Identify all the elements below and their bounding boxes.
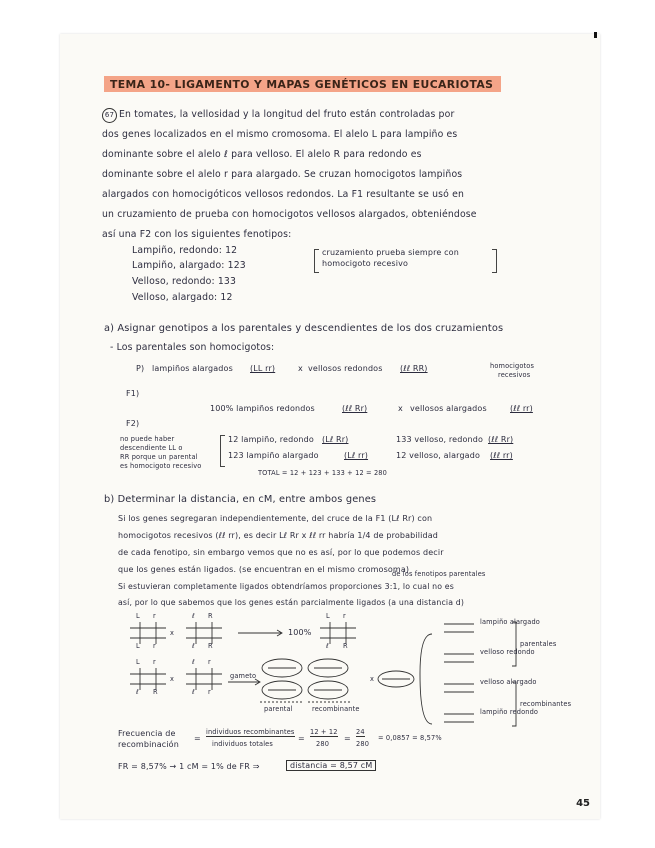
allele-L: L xyxy=(136,642,140,650)
parental-label: parental xyxy=(264,705,293,713)
allele-L: L xyxy=(326,612,330,620)
group-recombinantes: recombinantes xyxy=(520,700,572,708)
p-right: vellosos redondos xyxy=(308,364,383,373)
allele-L: L xyxy=(136,612,140,620)
f2-item-1: 12 lampiño, redondo xyxy=(228,435,314,444)
problem-line-1: 67 En tomates, la vellosidad y la longitud del fruto están controladas por xyxy=(102,108,454,123)
freq-res-den: 280 xyxy=(356,740,370,748)
problem-line-2: dos genes localizados en el mismo cromosoma. El alelo L para lampiño es xyxy=(102,129,458,140)
f1-text: 100% lampiños redondos xyxy=(210,404,315,413)
allele-R: R xyxy=(153,688,158,696)
f1-genotype: (ℓℓ Rr) xyxy=(342,404,368,413)
f1-right-genotype: (ℓℓ rr) xyxy=(510,404,533,413)
legend-1: lampiño alargado xyxy=(480,618,540,626)
allele-r: r xyxy=(153,658,156,666)
f2-item-4: 12 velloso, alargado xyxy=(396,451,480,460)
p-left-genotype: (LL rr) xyxy=(250,364,276,373)
f1-right: vellosos alargados xyxy=(410,404,487,413)
allele-l: ℓ xyxy=(192,688,195,696)
freq-equals-3: = xyxy=(344,734,351,743)
allele-l: ℓ xyxy=(192,612,195,620)
phenotype-2: Lampiño, alargado: 123 xyxy=(132,260,246,271)
part-b-heading: b) Determinar la distancia, en cM, entre ambos genes xyxy=(104,494,377,505)
page-title: TEMA 10- LIGAMENTO Y MAPAS GENÉTICOS EN EUCARIOTAS xyxy=(104,76,501,92)
allele-R: R xyxy=(208,642,213,650)
f2-note-4: es homocigoto recesivo xyxy=(120,462,202,470)
recombinant-label: recombinante xyxy=(312,705,360,713)
freq-denominator: individuos totales xyxy=(212,740,273,748)
fr-line: FR = 8,57% → 1 cM = 1% de FR ⇒ xyxy=(118,762,260,771)
linked-line: Si estuvieran completamente ligados obtendríamos proporciones 3:1, lo cual no es xyxy=(118,582,454,591)
f2-genotype-4: (ℓℓ rr) xyxy=(490,451,513,460)
answer-box: distancia = 8,57 cM xyxy=(286,760,376,771)
allele-r: r xyxy=(153,612,156,620)
homo-note-2: recesivos xyxy=(498,371,531,379)
allele-l: ℓ xyxy=(326,642,329,650)
p-label: P) xyxy=(136,364,145,373)
f2-total: TOTAL = 12 + 123 + 133 + 12 = 280 xyxy=(258,469,387,477)
allele-l: ℓ xyxy=(136,688,139,696)
f1-label: F1) xyxy=(126,389,140,398)
recombinantes-bracket xyxy=(512,682,516,726)
problem-line-5: alargados con homocigóticos vellosos redondos. La F1 resultante se usó en xyxy=(102,189,464,200)
freq-equals-2: = xyxy=(298,734,305,743)
part-b-line-4: que los genes están ligados. (se encuentran en el mismo cromosoma) xyxy=(118,565,410,574)
offspring-bracket xyxy=(420,634,432,724)
freq-label-2: recombinación xyxy=(118,740,179,749)
f2-item-2: 123 lampiño alargado xyxy=(228,451,319,460)
p-cross-symbol: x xyxy=(298,364,303,373)
phenotype-4: Velloso, alargado: 12 xyxy=(132,292,233,303)
legend-4: lampiño redondo xyxy=(480,708,539,716)
f1-cross-symbol: x xyxy=(398,404,403,413)
freq-label-1: Frecuencia de xyxy=(118,729,176,738)
freq-numerator: individuos recombinantes xyxy=(206,728,295,736)
f2-note-1: no puede haber xyxy=(120,435,175,443)
f2-genotype-1: (Lℓ Rr) xyxy=(322,435,349,444)
problem-line-3: dominante sobre el alelo ℓ para velloso. El alelo R para redondo es xyxy=(102,149,422,160)
allele-l: ℓ xyxy=(192,642,195,650)
p-right-genotype: (ℓℓ RR) xyxy=(400,364,428,373)
allele-r: r xyxy=(343,612,346,620)
linked-insert: de los fenotipos parentales xyxy=(392,570,486,578)
f2-note-2: descendiente LL o xyxy=(120,444,183,452)
freq-res-num: 24 xyxy=(356,728,365,736)
homo-note-1: homocigotos xyxy=(490,362,535,370)
parentales-bracket xyxy=(512,622,516,666)
partial-line: así, por lo que sabemos que los genes están parcialmente ligados (a una distancia d) xyxy=(118,598,465,607)
cross-x: x xyxy=(170,675,175,683)
f2-genotype-3: (ℓℓ Rr) xyxy=(488,435,514,444)
cross-x: x xyxy=(370,675,375,683)
part-a-sub: - Los parentales son homocigotos: xyxy=(110,342,275,353)
chromosome-diagram xyxy=(60,34,600,819)
group-parentales: parentales xyxy=(520,640,557,648)
p-left: lampiños alargados xyxy=(152,364,233,373)
part-b-line-3: de cada fenotipo, sin embargo vemos que no es así, por lo que podemos decir xyxy=(118,548,444,557)
f2-item-3: 133 velloso, redondo xyxy=(396,435,484,444)
cross-x: x xyxy=(170,629,175,637)
part-b-line-2: homocigotos recesivos (ℓℓ rr), es decir Lℓ Rr x ℓℓ rr habría 1/4 de probabilidad xyxy=(118,531,439,540)
allele-R: R xyxy=(208,612,213,620)
note-line-2: homocigoto recesivo xyxy=(322,259,409,268)
allele-R: R xyxy=(343,642,348,650)
allele-r: r xyxy=(208,658,211,666)
page-number: 45 xyxy=(576,798,590,809)
hundred-percent: 100% xyxy=(288,628,312,637)
legend-3: velloso alargado xyxy=(480,678,537,686)
f2-note-3: RR porque un parental xyxy=(120,453,198,461)
part-b-line-1: Si los genes segregaran independientemente, del cruce de la F1 (Lℓ Rr) con xyxy=(118,514,433,523)
problem-line-6: un cruzamiento de prueba con homocigotos vellosos alargados, obteniéndose xyxy=(102,209,477,220)
allele-l: ℓ xyxy=(192,658,195,666)
phenotype-3: Velloso, redondo: 133 xyxy=(132,276,237,287)
problem-line-7: así una F2 con los siguientes fenotipos: xyxy=(102,229,292,240)
freq-result: = 0,0857 = 8,57% xyxy=(378,734,442,742)
freq-equals: = xyxy=(194,734,201,743)
legend-2: velloso redondo xyxy=(480,648,535,656)
allele-r: r xyxy=(208,688,211,696)
f2-genotype-2: (Lℓ rr) xyxy=(344,451,369,460)
allele-r: r xyxy=(153,642,156,650)
note-line-1: cruzamiento prueba siempre con xyxy=(322,248,459,257)
problem-line-4: dominante sobre el alelo r para alargado. Se cruzan homocigotos lampiños xyxy=(102,169,463,180)
notebook-page xyxy=(60,34,600,819)
freq-calc-den: 280 xyxy=(316,740,330,748)
gamete-label: gameto xyxy=(230,672,257,680)
phenotype-1: Lampiño, redondo: 12 xyxy=(132,245,238,256)
part-a-heading: a) Asignar genotipos a los parentales y descendientes de los dos cruzamientos xyxy=(104,323,504,334)
freq-calc-num: 12 + 12 xyxy=(310,728,338,736)
f2-label: F2) xyxy=(126,419,140,428)
exercise-number: 67 xyxy=(102,108,117,123)
allele-L: L xyxy=(136,658,140,666)
